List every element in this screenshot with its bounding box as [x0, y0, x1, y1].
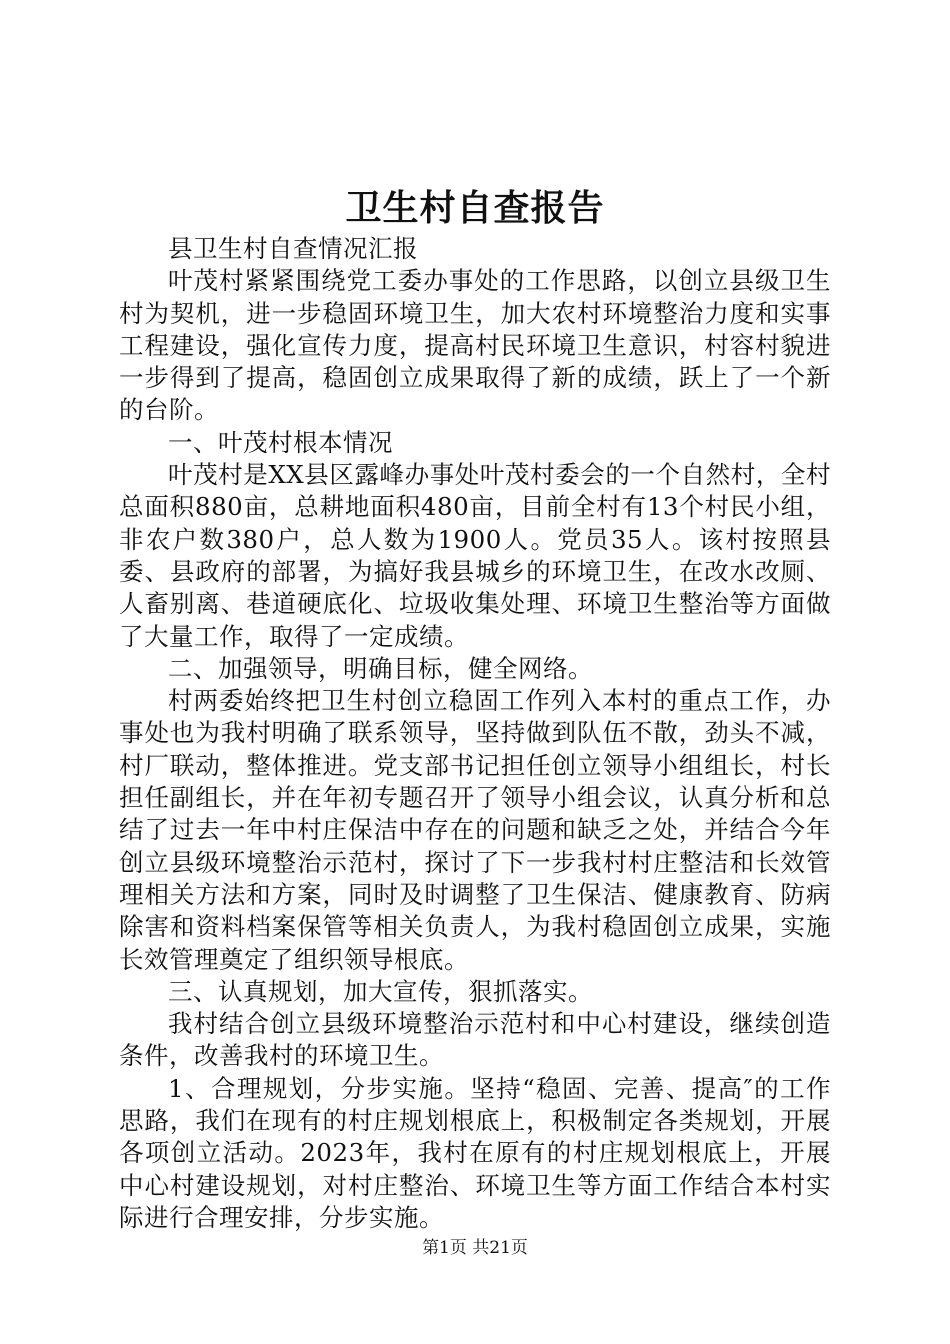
subtitle-paragraph: 县卫生村自查情况汇报 [168, 234, 418, 263]
section-heading-2: 二、加强领导，明确目标，健全网络。 [168, 653, 593, 683]
section-3-paragraph: 我村结合创立县级环境整治示范村和中心村建设，继续创造条件，改善我村的环境卫生。 [119, 1009, 831, 1071]
document-body [119, 233, 831, 1234]
section-heading-3: 三、认真规划，加大宣传，狠抓落实。 [168, 976, 593, 1006]
intro-paragraph: 叶茂村紧紧围绕党工委办事处的工作思路，以创立县级卫生村为契机，进一步稳固环境卫生，加大农村环境整治力度和实事工程建设，强化宣传力度，提高村民环境卫生意识，村容村貌进一步得到了提高，稳固创立成果取得了新的成绩，跃上了一个新的台阶。 [119, 266, 831, 425]
section-3-item-1-paragraph: 1、合理规划，分步实施。坚持“稳固、完善、提高″的工作思路，我们在现有的村庄规划根底上，积极制定各类规划，开展各项创立活动。2023年，我村在原有的村庄规划根底上，开展中心村建设规划，对村庄整治、环境卫生等方面工作结合本村实际进行合理安排，分步实施。 [119, 1073, 831, 1232]
section-heading-1: 一、叶茂村根本情况 [168, 427, 393, 457]
section-2-paragraph: 村两委始终把卫生村创立稳固工作列入本村的重点工作，办事处也为我村明确了联系领导，坚持做到队伍不散，劲头不减，村厂联动，整体推进。党支部书记担任创立领导小组组长，村长担任副组长，并在年初专题召开了领导小组会议，认真分析和总结了过去一年中村庄保洁中存在的问题和缺乏之处，并结合今年创立县级环境整治示范村，探讨了下一步我村村庄整洁和长效管理相关方法和方案，同时及时调整了卫生保洁、健康教育、防病除害和资料档案保管等相关负责人，为我村稳固创立成果，实施长效管理奠定了组织领导根底。 [119, 686, 831, 974]
document-title: 卫生村自查报告 [345, 187, 605, 229]
section-1-paragraph: 叶茂村是XX县区露峰办事处叶茂村委会的一个自然村，全村总面积880亩，总耕地面积480亩，目前全村有13个村民小组，非农户数380户，总人数为1900人。党员35人。该村按照县委、县政府的部署，为搞好我县城乡的环境卫生，在改水改厕、人畜别离、巷道硬底化、垃圾收集处理、环境卫生整治等方面做了大量工作，取得了一定成绩。 [119, 460, 831, 651]
page-number-footer: 第1页 共21页 [422, 1238, 528, 1258]
